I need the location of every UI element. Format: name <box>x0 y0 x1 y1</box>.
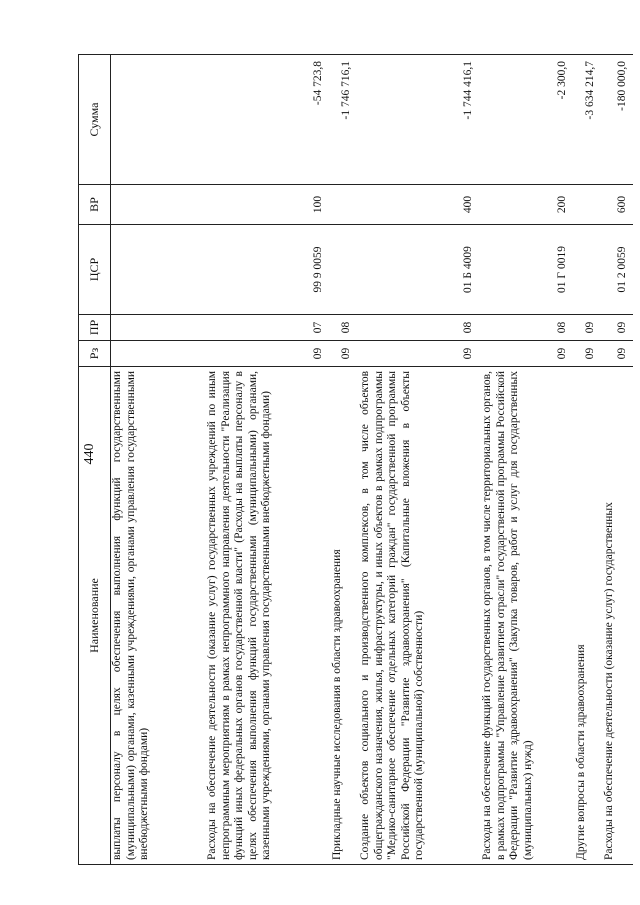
row-vr: 100 <box>204 185 329 225</box>
page-number: 440 <box>82 443 97 465</box>
header-pr: ПР <box>79 315 111 341</box>
header-sum: Сумма <box>79 55 111 185</box>
row-sum: -1 744 416,1 <box>357 55 479 185</box>
header-vr: ВР <box>79 185 111 225</box>
row-pr: 08 <box>357 315 479 341</box>
row-pr: 08 <box>329 315 357 341</box>
row-name: Расходы на обеспечение деятельности (оказание услуг) государственных <box>601 367 633 865</box>
row-sum: -180 000,0 <box>601 55 633 185</box>
row-csr <box>111 225 205 315</box>
row-sum: -3 634 214,7 <box>573 55 601 185</box>
row-sum: -2 300,0 <box>479 55 573 185</box>
row-pr: 09 <box>573 315 601 341</box>
table-row <box>357 55 479 865</box>
row-pr: 09 <box>601 315 633 341</box>
row-vr: 400 <box>357 185 479 225</box>
row-vr <box>573 185 601 225</box>
row-vr: 200 <box>479 185 573 225</box>
row-vr <box>329 185 357 225</box>
row-rz: 09 <box>601 341 633 367</box>
row-sum <box>111 55 205 185</box>
row-pr <box>111 315 205 341</box>
table-row <box>204 55 329 865</box>
row-csr <box>329 225 357 315</box>
table-row <box>111 55 205 865</box>
table-row <box>601 55 633 865</box>
table-row <box>479 55 573 865</box>
row-sum: -54 723,8 <box>204 55 329 185</box>
row-rz: 09 <box>573 341 601 367</box>
row-csr: 01 Г 0019 <box>479 225 573 315</box>
row-vr <box>111 185 205 225</box>
row-name: Расходы на обеспечение функций государственных органов, в том числе территориальных органов, в рамках подпрограммы "Управление развитием отрасли" государственной программы Российской Федерации "Развитие здравоохранения" (Закупка товаров, работ и услуг для государственных (муниципальных) нужд) <box>479 367 573 865</box>
row-name: выплаты персоналу в целях обеспечения выполнения функций государственными (муниципальными) органами, казенными учреждениями, органами управления государственными внебюджетными фондами) <box>111 367 205 865</box>
row-rz: 09 <box>479 341 573 367</box>
budget-table <box>78 54 633 865</box>
row-csr: 01 Б 4009 <box>357 225 479 315</box>
row-rz: 09 <box>329 341 357 367</box>
header-rz: Рз <box>79 341 111 367</box>
row-pr: 07 <box>204 315 329 341</box>
row-csr <box>573 225 601 315</box>
header-csr: ЦСР <box>79 225 111 315</box>
row-csr: 01 2 0059 <box>601 225 633 315</box>
row-pr: 08 <box>479 315 573 341</box>
row-vr: 600 <box>601 185 633 225</box>
header-name: Наименование <box>79 367 111 865</box>
row-name: Другие вопросы в области здравоохранения <box>573 367 601 865</box>
row-rz: 09 <box>357 341 479 367</box>
table-row <box>329 55 357 865</box>
table-header-row <box>79 55 111 865</box>
rotated-page-content <box>78 55 628 865</box>
row-rz: 09 <box>204 341 329 367</box>
row-sum: -1 746 716,1 <box>329 55 357 185</box>
table-row <box>573 55 601 865</box>
row-name: Прикладные научные исследования в области здравоохранения <box>329 367 357 865</box>
row-csr: 99 9 0059 <box>204 225 329 315</box>
row-name: Создание объектов социального и производственного комплексов, в том числе объектов общегражданского назначения, жилья, инфраструктуры, и иных объектов в рамках подпрограммы "Медико-санитарное обеспечение отдельных категорий граждан" государственной программы Российской Федерации "Развитие здравоохранения" (Капитальные вложения в объекты государственной (муниципальной) собственности) <box>357 367 479 865</box>
row-rz <box>111 341 205 367</box>
row-name: Расходы на обеспечение деятельности (оказание услуг) государственных учреждений по иным непрограммным мероприятиям в рамках непрограммного направления деятельности "Реализация функций иных федеральных органов государственной власти" (Расходы на выплаты персоналу в целях обеспечения выполнения функций государственными (муниципальными) органами, казенными учреждениями, органами управления государственными внебюджетными фондами) <box>204 367 329 865</box>
